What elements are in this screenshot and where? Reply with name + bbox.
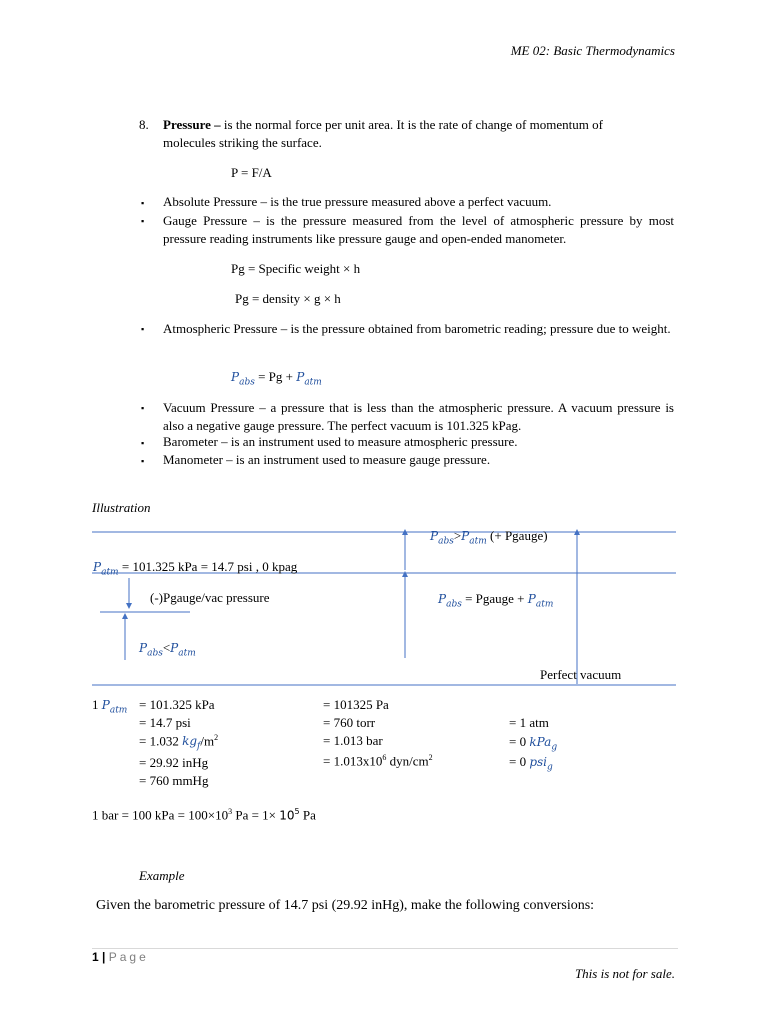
absolute-pressure-formula: $P_{abs} = Pg + P_{atm}$ bbox=[231, 369, 322, 388]
conv-col2-row4: = $1.013x10^6$ dyn/$cm^2$ bbox=[323, 753, 433, 769]
course-header: ME 02: Basic Thermodynamics bbox=[510, 43, 675, 58]
bullet-marker: ▪ bbox=[141, 456, 145, 466]
manometer-item bbox=[163, 452, 490, 468]
pressure-term: Pressure – bbox=[163, 117, 221, 132]
page-word: Page bbox=[108, 950, 149, 964]
page-number bbox=[92, 950, 149, 964]
absolute-pressure-text: is the true pressure measured above a perfect vacuum. bbox=[267, 194, 552, 209]
atmospheric-pressure-term: Atmospheric Pressure – bbox=[163, 321, 288, 336]
above-atm-label: $P_{abs}>P_{atm}$ (+ Pgauge) bbox=[430, 528, 548, 547]
conv-col3-row2: = 0 kPa$_g$ bbox=[509, 734, 558, 753]
barometer-item bbox=[163, 434, 518, 450]
gauge-formula-density: Pg = density × g × h bbox=[235, 291, 341, 306]
barometer-term: Barometer – bbox=[163, 434, 228, 449]
conv-col1-row1: = 101.325 kPa bbox=[139, 697, 215, 712]
conv-col1-row5: = 760 mmHg bbox=[139, 773, 209, 788]
one-atm-lead: 1 $P_{atm}$ bbox=[92, 697, 128, 716]
bullet-marker: ▪ bbox=[141, 216, 145, 226]
below-atm-label: $P_{abs}<P_{atm}$ bbox=[139, 640, 196, 659]
section-number: 8. bbox=[139, 117, 149, 132]
footer-rule bbox=[92, 948, 678, 949]
bar-conversion-line: 1 bar = 100 kPa = $100\times 10^3$ $Pa = 1\times 10^5$ Pa bbox=[92, 807, 316, 823]
conv-col2-row2: = 760 torr bbox=[323, 715, 376, 730]
perfect-vacuum-label: Perfect vacuum bbox=[540, 667, 622, 682]
bullet-marker: ▪ bbox=[141, 403, 145, 413]
gauge-pressure-term: Gauge Pressure – bbox=[163, 213, 260, 228]
bullet-marker: ▪ bbox=[141, 438, 145, 448]
bullet-marker: ▪ bbox=[141, 324, 145, 334]
example-heading: Example bbox=[139, 868, 185, 883]
vacuum-pressure-term: Vacuum Pressure – bbox=[163, 400, 266, 415]
conv-col3-row3: = 0 psi$_g$ bbox=[509, 754, 553, 773]
page-number-value: 1 bbox=[92, 950, 99, 964]
example-text: Given the barometric pressure of 14.7 psi (29.92 inHg), make the following conversions: bbox=[96, 898, 595, 913]
absolute-pressure-term: Absolute Pressure – bbox=[163, 194, 267, 209]
pressure-formula: P = F/A bbox=[231, 165, 272, 180]
vacuum-pressure-label: (-)Pgauge/vac pressure bbox=[150, 590, 270, 605]
vacuum-pressure-item bbox=[163, 399, 674, 435]
illustration-heading: Illustration bbox=[92, 500, 151, 515]
conv-col1-row2: = 14.7 psi bbox=[139, 715, 191, 730]
pabs-symbol: $P_{abs}$ bbox=[231, 370, 255, 388]
conv-col1-row3: = 1.032 $kg_f/m^2$ bbox=[139, 733, 219, 752]
vacuum-pressure-text: a pressure that is less than the atmospheric pressure. A vacuum pressure is also a negative gauge pressure. The perfect vacuum is 101.325 kPag. bbox=[163, 400, 674, 433]
conv-col3-row1: = 1 atm bbox=[509, 715, 549, 730]
atmospheric-pressure-item bbox=[163, 320, 674, 338]
atmospheric-level-label: $P_{atm} = 101.325$ kPa = 14.7 psi , 0 kpag bbox=[93, 559, 298, 578]
pressure-definition-line1 bbox=[163, 117, 603, 133]
patm-symbol: $P_{atm}$ bbox=[296, 370, 322, 388]
absolute-gauge-equation: $P_{abs}$ = Pgauge + $P_{atm}$ bbox=[438, 591, 554, 610]
manometer-text: is an instrument used to measure gauge pressure. bbox=[232, 452, 491, 467]
manometer-term: Manometer – bbox=[163, 452, 233, 467]
pressure-level-diagram bbox=[0, 520, 768, 690]
gauge-pressure-text: is the pressure measured from the level of atmospheric pressure by most pressure reading instruments like pressure gauge and open-ended manometer. bbox=[163, 213, 674, 246]
gauge-pressure-item bbox=[163, 212, 674, 248]
page-separator: | bbox=[98, 950, 109, 964]
conv-col2-row3: = 1.013 bar bbox=[323, 733, 383, 748]
conv-col2-row1: = 101325 Pa bbox=[323, 697, 389, 712]
absolute-pressure-item bbox=[163, 194, 551, 210]
barometer-text: is an instrument used to measure atmospheric pressure. bbox=[227, 434, 518, 449]
gauge-formula-weight: Pg = Specific weight × h bbox=[231, 261, 361, 276]
pressure-definition-line2: molecules striking the surface. bbox=[163, 135, 322, 150]
atmospheric-pressure-text: is the pressure obtained from barometric reading; pressure due to weight. bbox=[287, 321, 671, 336]
conv-col1-row4: = 29.92 inHg bbox=[139, 755, 209, 770]
footer-note: This is not for sale. bbox=[574, 966, 675, 981]
bullet-marker: ▪ bbox=[141, 198, 145, 208]
pressure-definition-text: is the normal force per unit area. It is the rate of change of momentum of bbox=[220, 117, 603, 132]
